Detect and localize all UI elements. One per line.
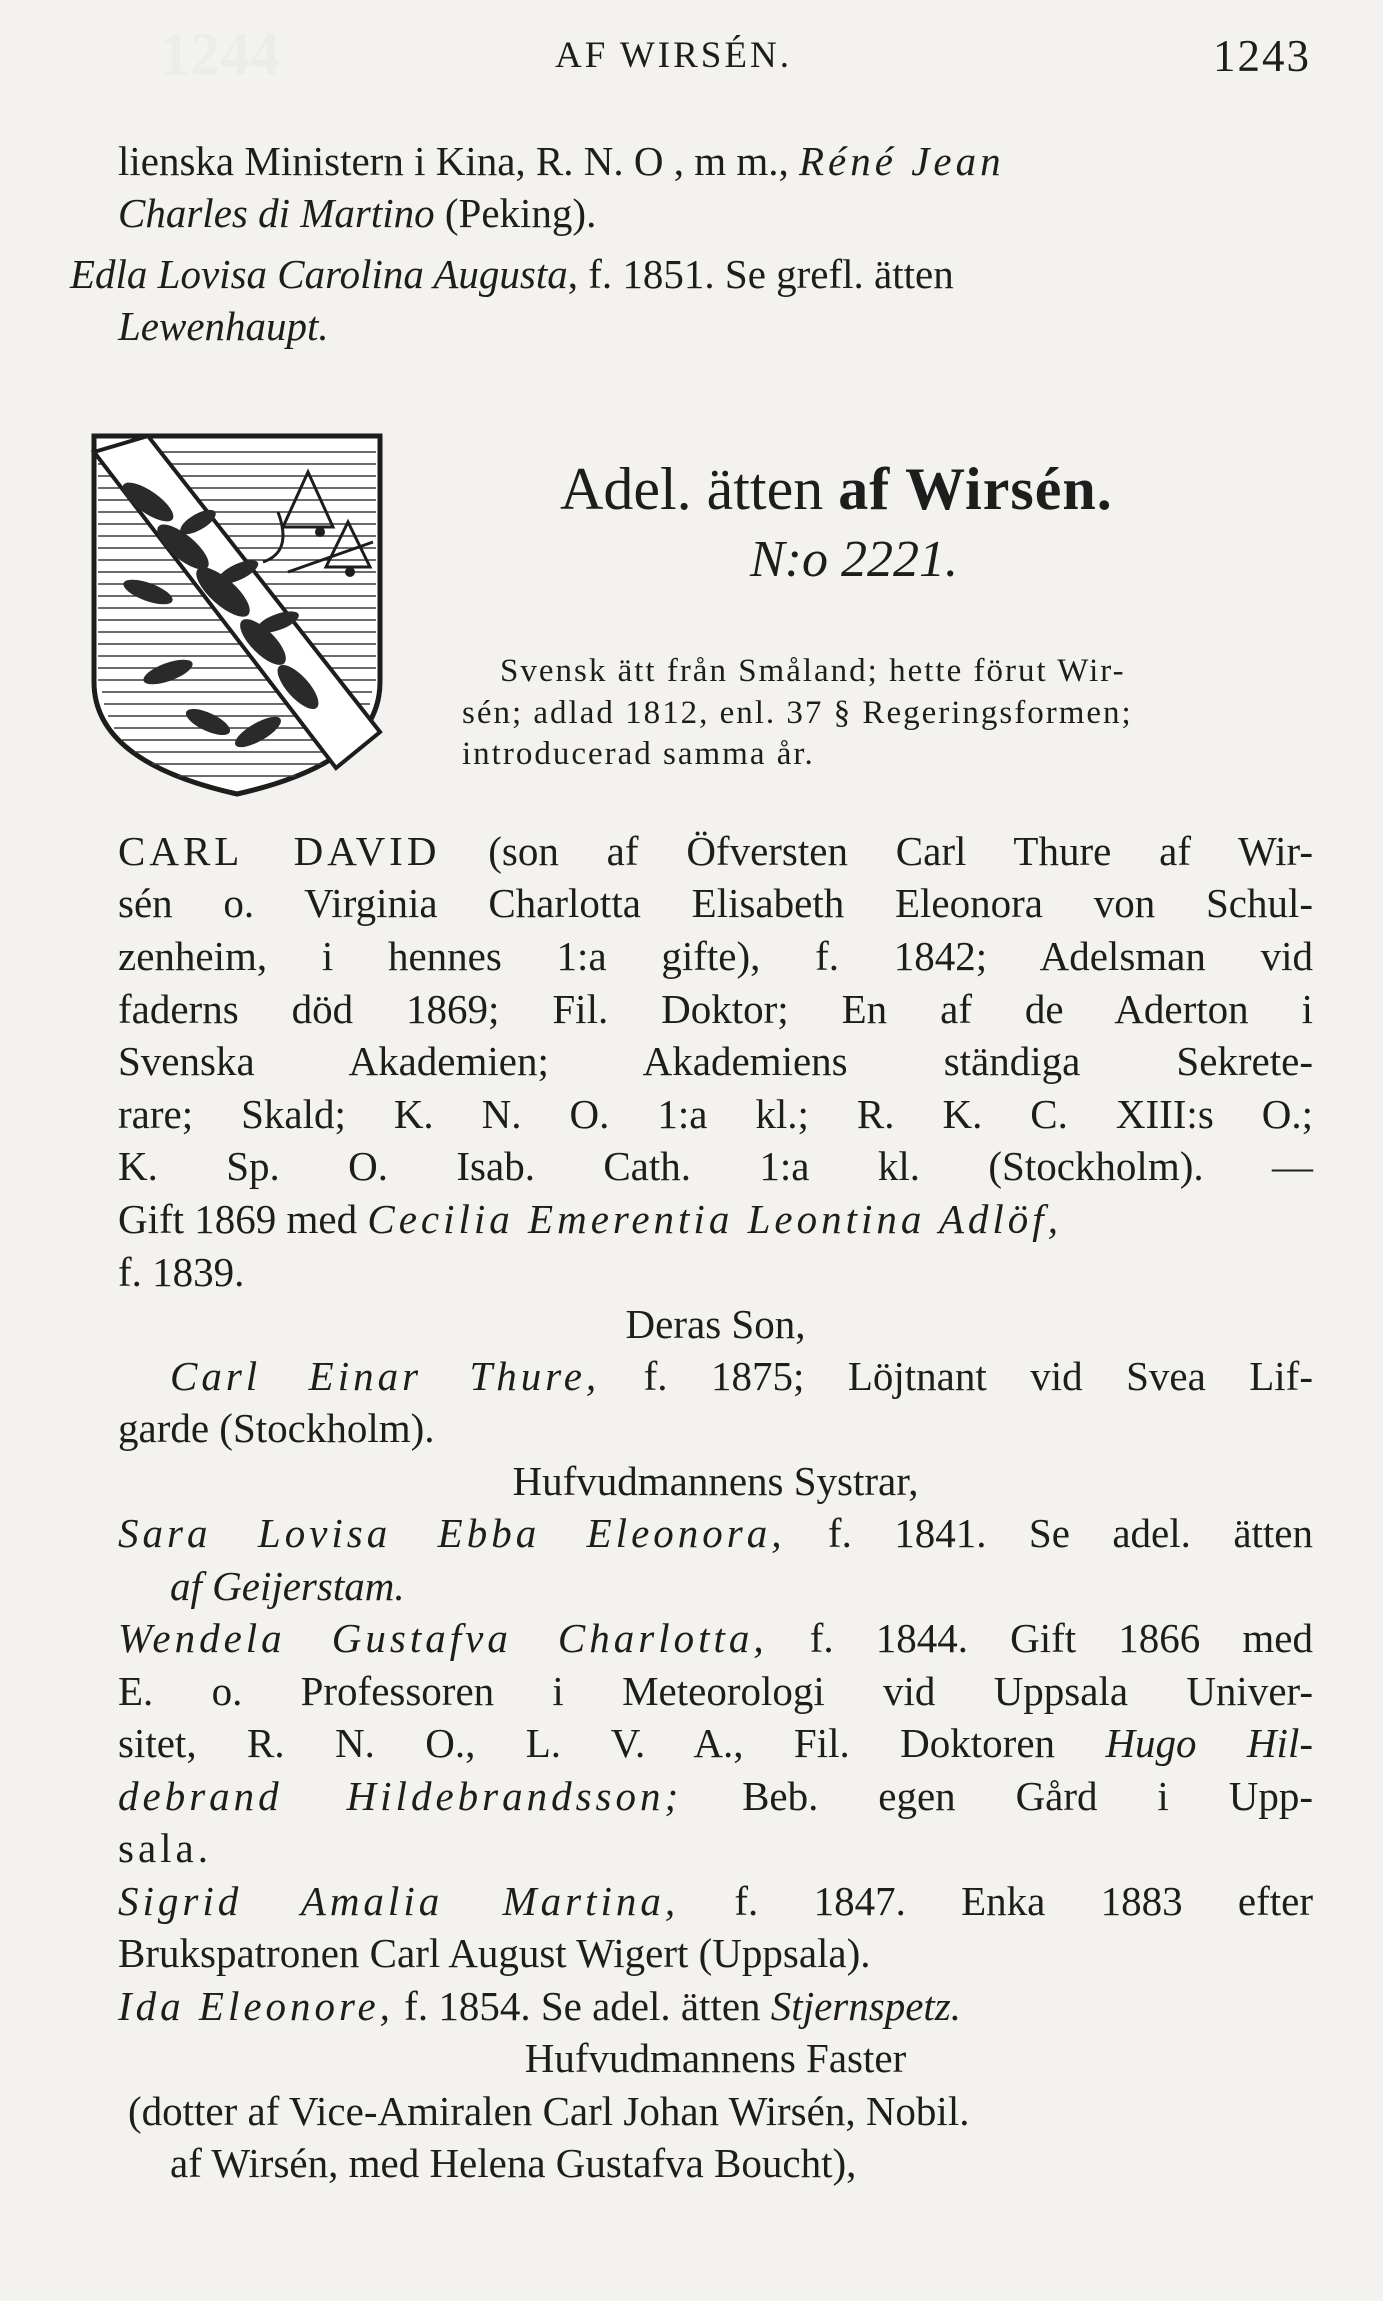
text-line bbox=[118, 1770, 1313, 1822]
family-description-line: Svensk ätt från Småland; hette förut Wir- bbox=[500, 653, 1126, 689]
text-segment: f. 1875; Löjtnant vid Svea Lif- bbox=[600, 1353, 1313, 1399]
section-heading: Hufvudmannens Systrar, bbox=[512, 1458, 919, 1504]
heading-family-name: af Wirsén. bbox=[838, 456, 1113, 522]
text-line: Brukspatronen Carl August Wigert (Uppsala). bbox=[118, 1930, 871, 1976]
person-name: Sara Lovisa Ebba Eleonora, bbox=[118, 1510, 786, 1556]
text-segment: f. 1854. Se adel. ätten bbox=[393, 1983, 771, 2029]
family-reference: Lewenhaupt. bbox=[118, 303, 329, 349]
person-name: Sigrid Amalia Martina, bbox=[118, 1878, 680, 1924]
text-segment: (Peking). bbox=[434, 190, 597, 236]
family-description-line: introducerad samma år. bbox=[462, 736, 815, 772]
text-line: f. 1839. bbox=[118, 1249, 245, 1295]
text-segment: Gift 1869 med bbox=[118, 1196, 368, 1242]
page-number: 1243 bbox=[1213, 31, 1311, 81]
person-name: Réné Jean bbox=[799, 138, 1005, 184]
running-head-title: AF WIRSÉN. bbox=[555, 35, 792, 76]
person-name: Wendela Gustafva Charlotta, bbox=[118, 1615, 768, 1661]
person-name: Edla Lovisa Carolina Augusta bbox=[70, 251, 568, 297]
coat-of-arms-image bbox=[88, 432, 386, 800]
text-segment: Beb. egen Gård i Upp- bbox=[682, 1773, 1313, 1819]
text-line bbox=[118, 1980, 1313, 2032]
text-line: af Wirsén, med Helena Gustafva Boucht), bbox=[170, 2140, 857, 2186]
text-line: E. o. Professoren i Meteorologi vid Uppsala Univer- bbox=[118, 1668, 1313, 1714]
family-number-text: N:o 2221. bbox=[750, 531, 958, 588]
person-name: CARL DAVID bbox=[118, 828, 441, 874]
text-segment: f. 1847. Enka 1883 efter bbox=[679, 1878, 1313, 1924]
family-description-line: sén; adlad 1812, enl. 37 § Regeringsformen; bbox=[462, 695, 1133, 731]
person-name: Ida Eleonore, bbox=[118, 1983, 394, 2029]
text-segment: , f. 1851. Se grefl. ätten bbox=[567, 251, 954, 297]
text-line bbox=[118, 825, 1313, 877]
text-segment: f. 1844. Gift 1866 med bbox=[767, 1615, 1313, 1661]
text-line bbox=[70, 248, 1313, 300]
text-line: sén o. Virginia Charlotta Elisabeth Eleonora von Schul- bbox=[118, 880, 1313, 926]
text-line: (dotter af Vice-Amiralen Carl Johan Wirsén, Nobil. bbox=[128, 2088, 970, 2134]
section-heading: Deras Son, bbox=[625, 1301, 806, 1347]
text-line bbox=[118, 1507, 1313, 1559]
bleed-through-text: 1244 bbox=[160, 21, 280, 87]
family-number bbox=[750, 530, 958, 589]
family-heading bbox=[560, 455, 1113, 524]
person-name: Carl Einar Thure, bbox=[170, 1353, 601, 1399]
text-line bbox=[118, 187, 1313, 239]
text-line: sala. bbox=[118, 1825, 212, 1871]
text-line: faderns död 1869; Fil. Doktor; En af de Aderton i bbox=[118, 986, 1313, 1032]
text-line: garde (Stockholm). bbox=[118, 1405, 435, 1451]
text-segment: sitet, R. N. O., L. V. A., Fil. Doktoren bbox=[118, 1720, 1106, 1766]
person-name: Cecilia Emerentia Leontina Adlöf, bbox=[367, 1196, 1062, 1242]
text-line bbox=[118, 1193, 1313, 1245]
person-name: debrand Hildebrandsson; bbox=[118, 1773, 683, 1819]
text-line bbox=[170, 1350, 1313, 1402]
text-line bbox=[118, 1875, 1313, 1927]
text-line: zenheim, i hennes 1:a gifte), f. 1842; Adelsman vid bbox=[118, 933, 1313, 979]
family-reference: af Geijerstam. bbox=[170, 1563, 405, 1609]
text-line bbox=[118, 300, 1313, 352]
text-line bbox=[118, 1612, 1313, 1664]
text-line bbox=[118, 135, 1313, 187]
person-name: Charles di Martino bbox=[118, 190, 435, 236]
text-line: rare; Skald; K. N. O. 1:a kl.; R. K. C. XIII:s O.; bbox=[118, 1091, 1313, 1137]
family-reference: Stjernspetz. bbox=[770, 1983, 961, 2029]
text-line: K. Sp. O. Isab. Cath. 1:a kl. (Stockholm). — bbox=[118, 1143, 1313, 1189]
running-head bbox=[0, 30, 1383, 90]
text-segment: (son af Öfversten Carl Thure af Wir- bbox=[440, 828, 1313, 874]
person-name: Hugo Hil- bbox=[1105, 1720, 1313, 1766]
heading-prefix: Adel. ätten bbox=[560, 456, 839, 522]
section-heading: Hufvudmannens Faster bbox=[524, 2035, 907, 2081]
text-segment: lienska Ministern i Kina, R. N. O , m m., bbox=[118, 138, 800, 184]
text-line: Svenska Akademien; Akademiens ständiga Sekrete- bbox=[118, 1038, 1313, 1084]
text-line bbox=[170, 1560, 1313, 1612]
text-segment: f. 1841. Se adel. ätten bbox=[785, 1510, 1314, 1556]
text-line bbox=[118, 1717, 1313, 1769]
